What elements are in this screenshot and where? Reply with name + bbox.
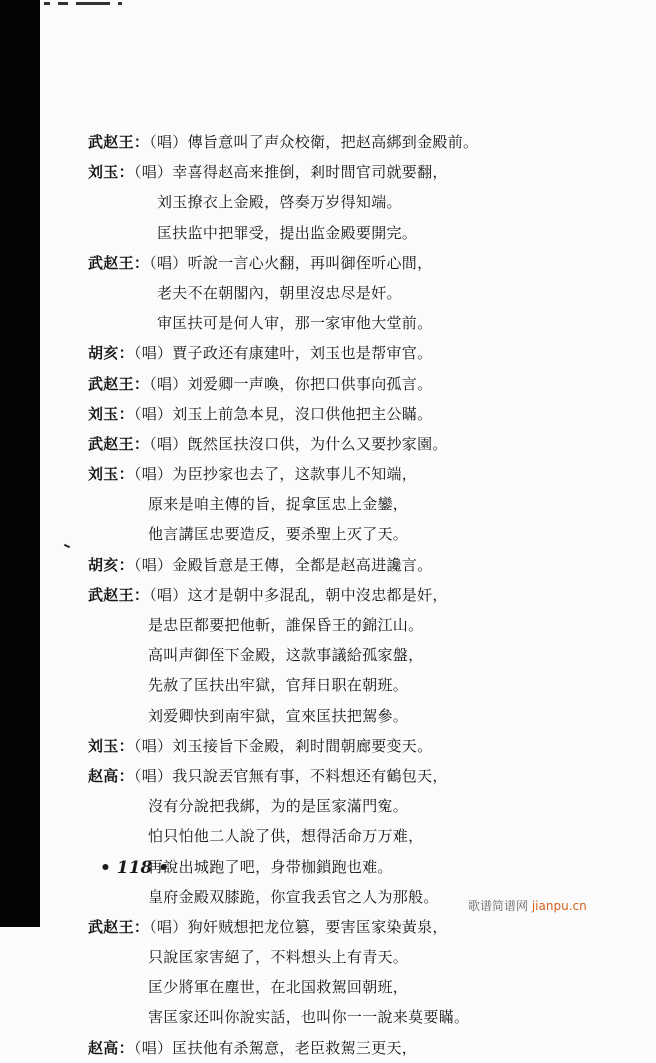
dialogue-line: 胡亥：（唱）賈子政还有康建叶，刘玉也是帮审官。 (88, 344, 433, 363)
dialogue-line: 刘玉：（唱）刘玉接旨下金殿，剎时間朝廊要变天。 (88, 736, 433, 755)
dialogue-line: 刘玉：（唱）幸喜得赵高来推倒，剎时間官司就要翻， (88, 163, 448, 182)
dialogue-line: 是忠臣都要把他斬，誰保昏王的錦江山。 (148, 616, 424, 634)
watermark-text: 歌谱简谱网 (468, 899, 529, 913)
dialogue-line: 赵高：（唱）匡扶他有杀駕意，老臣救駕三更天， (88, 1038, 418, 1057)
dialogue-line: 武赵王：（唱）刘爱卿一声喚，你把口供事向孤言。 (88, 374, 433, 393)
dialogue-line: 刘玉撩衣上金殿，啓奏万岁得知端。 (157, 193, 402, 212)
watermark-url: jianpu.cn (531, 899, 587, 913)
scan-black-margin (0, 0, 40, 927)
dialogue-line: 怕只怕他二人說了供，想得活命万万难， (148, 827, 424, 846)
dialogue-line: 审匡扶可是何人审，那一家审他大堂前。 (157, 314, 433, 333)
dialogue-line: 武赵王：（唱）狗奸贼想把龙位篡，要害匡家染黃泉， (88, 917, 448, 936)
dialogue-line: 原来是咱主傳的旨，捉拿匡忠上金鑾， (148, 495, 409, 514)
page-number: • 118 • (100, 858, 170, 878)
dialogue-line: 武赵王：（唱）傳旨意叫了声众校衛，把赵高綁到金殿前。 (88, 133, 479, 151)
dialogue-line: 只說匡家害絕了，不料想头上有青天。 (148, 948, 409, 967)
dialogue-line: 胡亥：（唱）金殿旨意是王傳，全都是赵高进讒言。 (88, 555, 433, 574)
dialogue-line: 沒有分說把我綁，为的是匡家滿門寃。 (148, 797, 409, 816)
script-text (88, 127, 528, 1063)
dialogue-line: 害匡家还叫你說实話，也叫你一一說来莫要瞞。 (148, 1008, 470, 1027)
dialogue-line: 刘爱卿快到南牢獄，宣來匡扶把駕參。 (148, 706, 409, 725)
watermark (468, 897, 587, 914)
dialogue-line: 老夫不在朝閣內，朝里沒忠尽是奸。 (157, 283, 402, 302)
dialogue-line: 他言講匡忠要造反，要杀聖上灭了天。 (148, 525, 409, 544)
dialogue-line: 武赵王：（唱）这才是朝中多混乱，朝中沒忠都是奸， (88, 585, 448, 604)
dialogue-line: 武赵王：（唱）听說一言心火翻，再叫御侄听心間， (88, 253, 433, 272)
dialogue-line: 赵高：（唱）我只說丟官無有事，不料想还有鶴包天， (88, 766, 448, 785)
dialogue-line: 刘玉：（唱）刘玉上前急本見，沒口供他把主公瞞。 (88, 404, 433, 423)
dialogue-line: 再說出城跑了吧，身带枷鎖跑也难。 (148, 857, 393, 876)
dialogue-line: 先赦了匡扶出牢獄，官拜日职在朝班。 (148, 676, 409, 695)
dialogue-line: 匡扶监中把罪受，提出监金殿要開完。 (157, 223, 418, 242)
dialogue-line: 匡少將軍在塵世，在北国救駕回朝班， (148, 978, 409, 997)
dialogue-line: 刘玉：（唱）为臣抄家也去了，这款事儿不知端， (88, 465, 418, 484)
dialogue-line: 武赵王：（唱）旣然匡扶沒口供，为什么又要抄家園。 (88, 434, 448, 453)
top-cropped-header (40, 0, 174, 6)
dialogue-line: 高叫声御侄下金殿，这款事議給孤家盤， (148, 646, 424, 665)
dialogue-line: 皇府金殿双膝跪，你宣我丢官之人为那般。 (148, 887, 439, 906)
